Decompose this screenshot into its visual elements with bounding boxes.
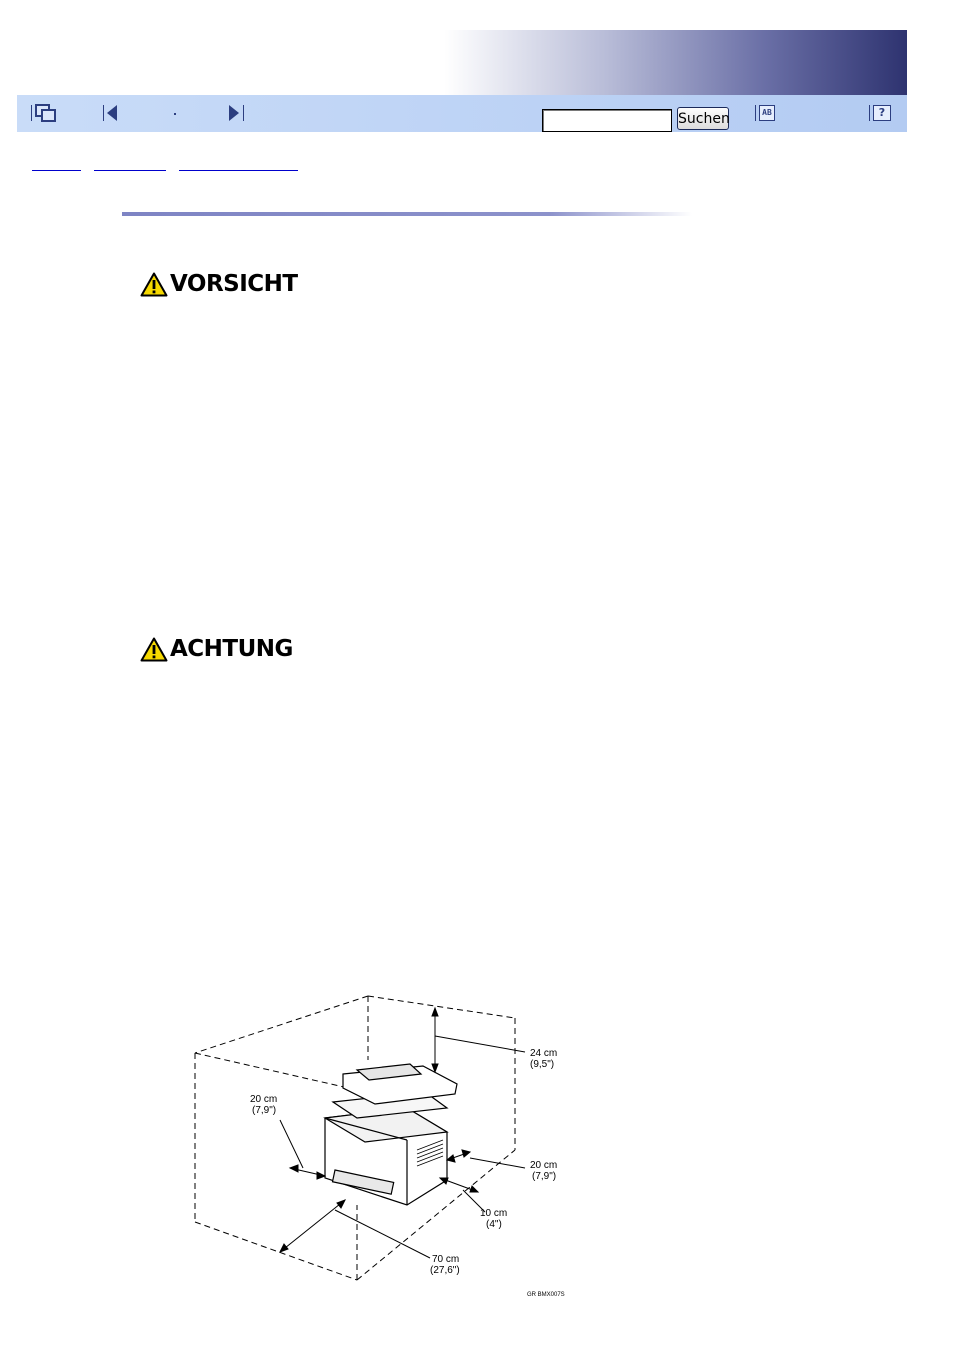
previous-page-button[interactable] (103, 104, 117, 122)
attention-label: ACHTUNG (170, 636, 293, 662)
search-input[interactable] (542, 109, 672, 132)
separator (755, 105, 756, 121)
left-clearance-label: 20 cm (250, 1094, 278, 1105)
left-clearance-inch-label: (7,9") (252, 1105, 277, 1116)
frames-toggle-button[interactable] (31, 104, 55, 122)
separator (869, 105, 870, 121)
next-page-button[interactable] (229, 104, 247, 122)
breadcrumb-link-3[interactable] (179, 158, 298, 171)
top-clearance-label: 24 cm (530, 1048, 558, 1059)
printer-clearance-diagram (185, 990, 575, 1300)
right-clearance-label: 20 cm (530, 1160, 558, 1171)
help-icon: ? (873, 105, 891, 121)
caution-heading (140, 271, 298, 297)
search-button[interactable]: Suchen (677, 107, 729, 130)
separator (31, 105, 32, 121)
page-separator-dot (174, 113, 176, 115)
header-banner (17, 30, 907, 95)
help-button[interactable] (869, 104, 891, 122)
toolbar (17, 95, 907, 132)
rear-clearance-inch-label: (4") (486, 1219, 502, 1230)
right-clearance-inch-label: (7,9") (532, 1171, 557, 1182)
glossary-button[interactable] (755, 104, 775, 122)
warning-triangle-icon (140, 272, 168, 297)
caution-label: VORSICHT (170, 271, 298, 297)
glossary-icon: AB (759, 105, 775, 121)
separator (103, 105, 104, 121)
windows-icon (35, 104, 55, 122)
arrow-left-icon (107, 105, 117, 121)
figure-code-label: GR BMX007S (527, 1292, 565, 1298)
printer-illustration (325, 1064, 457, 1205)
attention-heading (140, 636, 293, 662)
breadcrumb-link-1[interactable] (32, 158, 81, 171)
separator (243, 105, 244, 121)
rear-clearance-label: 10 cm (480, 1208, 508, 1219)
top-clearance-inch-label: (9,5") (530, 1059, 555, 1070)
arrow-right-icon (229, 105, 239, 121)
front-clearance-label: 70 cm (432, 1254, 460, 1265)
warning-triangle-icon (140, 637, 168, 662)
breadcrumb-link-2[interactable] (94, 158, 166, 171)
heading-rule (122, 212, 692, 216)
front-clearance-inch-label: (27,6") (430, 1265, 460, 1276)
